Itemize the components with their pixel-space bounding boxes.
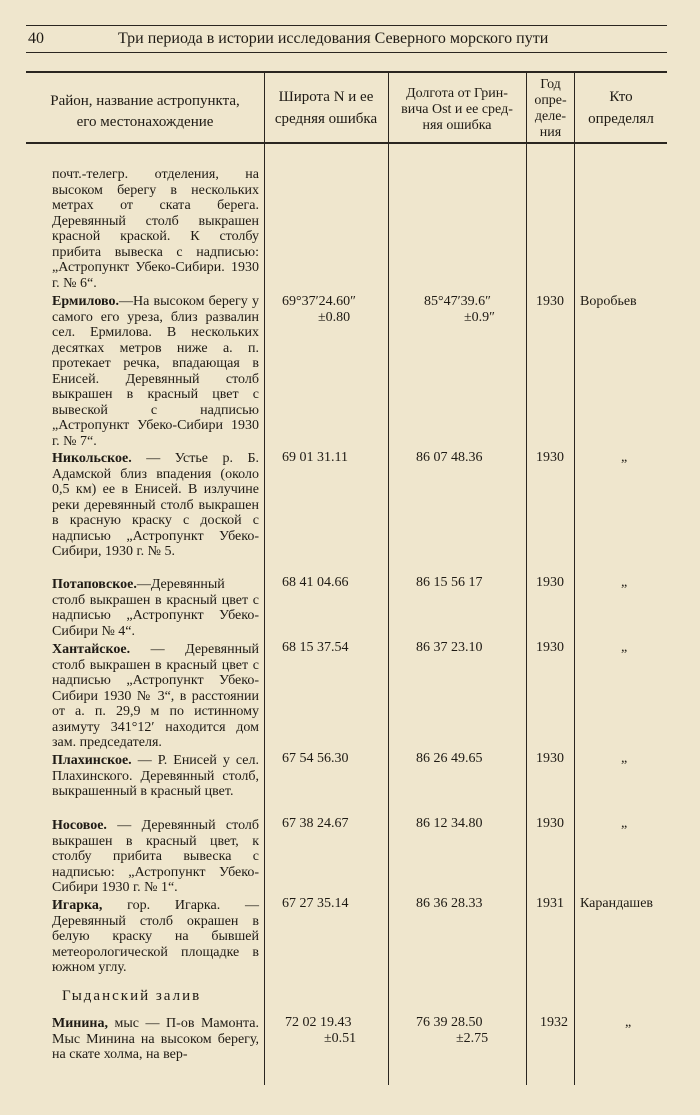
header-year: Год опре- деле- ния bbox=[534, 77, 567, 140]
entry-minina-name: Минина, bbox=[52, 1016, 108, 1031]
minina-lon-err: ±2.75 bbox=[456, 1031, 489, 1046]
nosovoe-lat: 67 38 24.67 bbox=[282, 816, 349, 831]
ermilovo-who: Воробьев bbox=[580, 294, 637, 309]
minina-lon: 76 39 28.50 bbox=[416, 1015, 483, 1030]
running-head: Три периода в истории исследования Северного морского пути bbox=[118, 30, 549, 47]
entry-igarka-name: Игарка, bbox=[52, 898, 103, 913]
table-top-rule bbox=[26, 71, 667, 73]
entry-plakhinskoe-name: Плахинское. bbox=[52, 753, 132, 768]
plakhinskoe-who: „ bbox=[621, 751, 628, 766]
igarka-who: Карандашев bbox=[580, 896, 654, 911]
nikolskoe-lon: 86 07 48.36 bbox=[416, 450, 483, 465]
header-determined-by: Кто определял bbox=[588, 89, 654, 127]
col-divider-4 bbox=[574, 73, 575, 1085]
entry-nikolskoe-name: Никольское. bbox=[52, 451, 132, 466]
nosovoe-year: 1930 bbox=[536, 816, 564, 831]
ermilovo-lat-err: ±0.80 bbox=[318, 310, 351, 325]
header-region: Район, название астропункта, его местонахождение bbox=[50, 93, 240, 130]
entry-igarka-text: Игарка, гор. Игарка. — Деревянный столб окрашен в белую краску на бывшей метеорологической площадке в южном углу. bbox=[52, 898, 259, 975]
potapovskoe-who: „ bbox=[621, 575, 628, 590]
table-header-rule bbox=[26, 142, 667, 144]
nosovoe-lon: 86 12 34.80 bbox=[416, 816, 483, 831]
section-heading: Гыданский залив bbox=[62, 988, 202, 1004]
head-rule-top bbox=[26, 25, 667, 26]
entry-potapovskoe-name: Потаповское. bbox=[52, 577, 137, 592]
ermilovo-lon-err: ±0.9″ bbox=[464, 310, 496, 325]
entry-potapovskoe-text: Потаповское.—Деревянный столб выкрашен в красный цвет с надписью „Астропункт Убеко-Сибири № 4“. bbox=[52, 577, 259, 639]
plakhinskoe-lon: 86 26 49.65 bbox=[416, 751, 483, 766]
khantayskoe-year: 1930 bbox=[536, 640, 564, 655]
entry-khantayskoe-name: Хантайское. bbox=[52, 642, 131, 657]
minina-who: „ bbox=[625, 1015, 632, 1030]
nikolskoe-who: „ bbox=[621, 450, 628, 465]
khantayskoe-lon: 86 37 23.10 bbox=[416, 640, 483, 655]
entry-continuation-text: почт.-телегр. отделения, на высоком берегу в нескольких метрах от ската берега. Деревянный столб выкрашен красной краской. К столбу прибита вывеска с надписью: „Астропункт Убеко-Сибири. 1930 г. № 6“. bbox=[52, 167, 259, 291]
col-divider-2 bbox=[388, 73, 389, 1085]
entry-nikolskoe-text: Никольское. — Устье р. Б. Адамской близ впадения (около 0,5 км) ее в Енисей. В излучине реки деревянный столб выкрашен в красную краску с доской с надписью „Астропункт Убеко-Сибири, 1930 г. № 5. bbox=[52, 451, 259, 559]
minina-lat-err: ±0.51 bbox=[324, 1031, 357, 1046]
entry-nosovoe-text: Носовое. — Деревянный столб выкрашен в красный цвет, к столбу прибита вывеска с надписью: „Астропункт Убеко-Сибири 1930 г. № 1“. bbox=[52, 818, 259, 895]
minina-lat: 72 02 19.43 bbox=[285, 1015, 352, 1030]
minina-year: 1932 bbox=[540, 1015, 568, 1030]
entry-ermilovo-name: Ермилово. bbox=[52, 294, 119, 309]
igarka-lat: 67 27 35.14 bbox=[282, 896, 349, 911]
ermilovo-lon: 85°47′39.6″ bbox=[424, 294, 491, 309]
entry-minina-text: Минина, мыс — П-ов Мамонта. Мыс Минина на высоком берегу, на скате холма, на вер- bbox=[52, 1016, 259, 1062]
nosovoe-who: „ bbox=[621, 816, 628, 831]
potapovskoe-lat: 68 41 04.66 bbox=[282, 575, 349, 590]
header-latitude: Широта N и ее средняя ошибка bbox=[274, 89, 378, 127]
head-rule-bottom bbox=[26, 52, 667, 53]
page-number: 40 bbox=[28, 30, 44, 47]
nikolskoe-year: 1930 bbox=[536, 450, 564, 465]
potapovskoe-year: 1930 bbox=[536, 575, 564, 590]
entry-khantayskoe-text: Хантайское. — Деревянный столб выкрашен в красный цвет с надписью „Астропункт Убеко-Сибири 1930 № 3“, в расстоянии от а. п. 29,9 м по истинному азимуту 341°12′ находится дом зам. председателя. bbox=[52, 642, 259, 750]
plakhinskoe-year: 1930 bbox=[536, 751, 564, 766]
khantayskoe-lat: 68 15 37.54 bbox=[282, 640, 349, 655]
ermilovo-year: 1930 bbox=[536, 294, 564, 309]
plakhinskoe-lat: 67 54 56.30 bbox=[282, 751, 349, 766]
ermilovo-lat: 69°37′24.60″ bbox=[282, 294, 356, 309]
potapovskoe-lon: 86 15 56 17 bbox=[416, 575, 483, 590]
entry-ermilovo-text: Ермилово.—На высоком берегу у самого его уреза, близ развалин сел. Ермилова. В нескольких десятках метров ниже а. п. протекает речка, впадающая в Енисей. Деревянный столб выкрашен в красный цвет с вывеской с надписью „Астропункт Убеко-Сибири 1930 г. № 7“. bbox=[52, 294, 259, 449]
col-divider-3 bbox=[526, 73, 527, 1085]
entry-plakhinskoe-text: Плахинское. — Р. Енисей у сел. Плахинского. Деревянный столб, выкрашенный в красный цвет. bbox=[52, 753, 259, 799]
header-longitude: Долгота от Грин- вича Ost и ее сред- няя ошибка bbox=[401, 86, 513, 133]
entry-nosovoe-name: Носовое. bbox=[52, 818, 107, 833]
igarka-year: 1931 bbox=[536, 896, 564, 911]
igarka-lon: 86 36 28.33 bbox=[416, 896, 483, 911]
col-divider-1 bbox=[264, 73, 265, 1085]
nikolskoe-lat: 69 01 31.11 bbox=[282, 450, 348, 465]
khantayskoe-who: „ bbox=[621, 640, 628, 655]
